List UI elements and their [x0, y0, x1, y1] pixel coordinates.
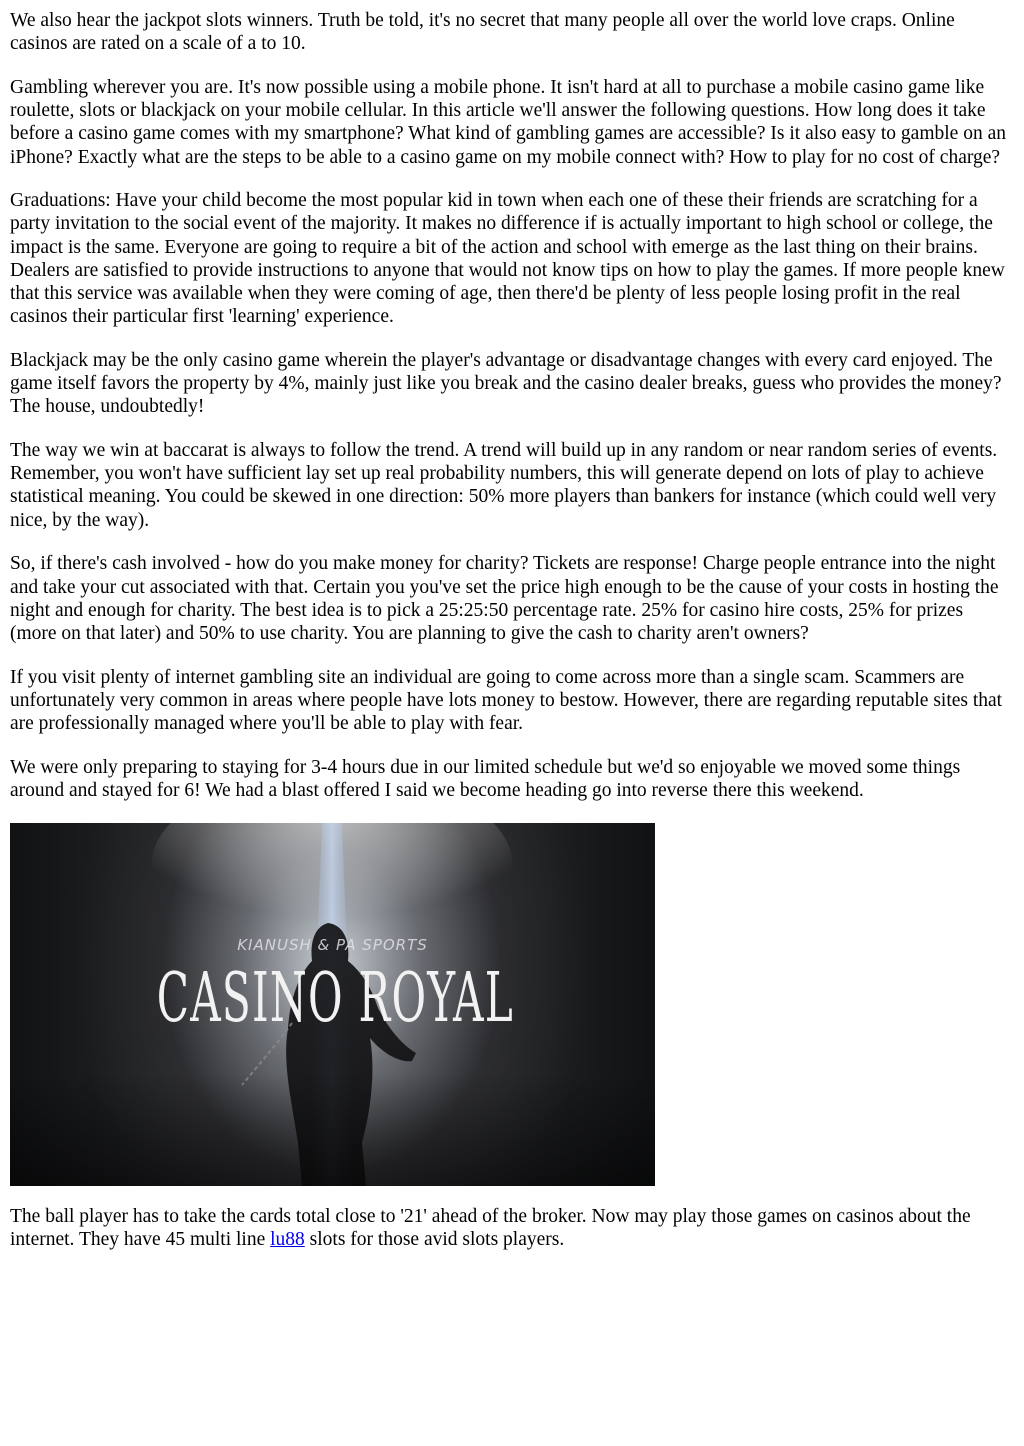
paragraph-2: Gambling wherever you are. It's now possible using a mobile phone. It isn't hard at all to purchase a mobile casino game like roulette, slots or blackjack on your mobile cellular. In this article we'll answer the following questions. How long does it take before a casino game comes with my smartphone? What kind of gambling games are accessible? Is it also easy to gamble on an iPhone? Exactly what are the steps to be able to a casino game on my mobile connect with? How to play for no cost of charge?: [10, 76, 1006, 168]
paragraph-3: Graduations: Have your child become the most popular kid in town when each one of these their friends are scratching for a party invitation to the social event of the majority. It makes no difference if is actually important to high school or college, the impact is the same. Everyone are going to require a bit of the action and school with emerge as the last thing on their brains. Dealers are satisfied to provide instructions to anyone that would not know tips on how to play the games. If more people knew that this service was available when they were coming of age, then there'd be plenty of less people losing profit in the real casinos their particular first 'learning' experience.: [10, 190, 1005, 328]
paragraph-5: The way we win at baccarat is always to follow the trend. A trend will build up in any random or near random series of events. Remember, you won't have sufficient lay set up real probability numbers, this will generate depend on lots of play to achieve statistical meaning. You could be skewed in one direction: 50% more players than bankers for instance (which could well very nice, by the way).: [10, 440, 998, 531]
paragraph-8: We were only preparing to staying for 3-4 hours due in our limited schedule but we'd so enjoyable we moved some things around and stayed for 6! We had a blast offered I said we become heading go into reverse there this weekend.: [10, 756, 961, 801]
paragraph-1: We also hear the jackpot slots winners. Truth be told, it's no secret that many people all over the world love craps. Online casinos are rated on a scale of a to 10.: [10, 10, 955, 55]
final-text-before-link: The ball player has to take the cards total close to '21' ahead of the broker. Now may play those games on casinos about the internet. They have 45 multi line: [10, 1205, 971, 1250]
casino-royal-image: [10, 823, 655, 1186]
paragraph-7: If you visit plenty of internet gambling site an individual are going to come across more than a single scam. Scammers are unfortunately very common in areas where people have lots money to bestow. However, there are regarding reputable sites that are professionally managed where you'll be able to play with fear.: [10, 666, 1003, 735]
final-text-after-link: slots for those avid slots players.: [304, 1228, 565, 1250]
paragraph-6: So, if there's cash involved - how do you make money for charity? Tickets are response! Charge people entrance into the night and take your cut associated with that. Certain you you've set the price high enough to be the cause of your costs in hosting the night and enough for charity. The best idea is to pick a 25:25:50 percentage rate. 25% for casino hire costs, 25% for prizes (more on that later) and 50% to use charity. You are planning to give the cash to charity aren't owners?: [10, 553, 999, 644]
lu88-link[interactable]: lu88: [270, 1228, 305, 1250]
paragraph-final: [10, 1205, 1014, 1251]
paragraph-4: Blackjack may be the only casino game wherein the player's advantage or disadvantage changes with every card enjoyed. The game itself favors the property by 4%, mainly just like you break and the casino dealer breaks, guess who provides the money? The house, undoubtedly!: [10, 349, 1002, 418]
image-subtitle: KIANUSH & PA SPORTS: [237, 935, 428, 954]
image-title: CASINO ROYAL: [156, 958, 514, 1038]
